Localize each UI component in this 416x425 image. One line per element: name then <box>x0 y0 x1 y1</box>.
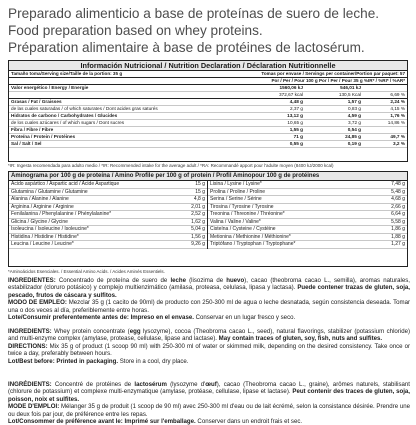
nutrition-title: Información Nutricional / Nutrition Declaration / Déclaration Nutritionnelle <box>9 61 407 71</box>
value-per-100g: 4,48 g <box>289 98 303 104</box>
amino-label: Glicina / Glycine / Glycine <box>11 218 68 225</box>
directions-en-heading: DIRECTIONS: <box>8 342 48 350</box>
amino-row <box>208 204 407 212</box>
amino-value: 15 g <box>195 181 205 187</box>
amino-value: 5,04 g <box>191 226 205 233</box>
amino-label: Metionina / Methionine / Méthionine* <box>210 233 291 240</box>
servings-per-container: Tomas por envase / Servings per container/Portion par paquet: 57 <box>261 71 405 76</box>
ingredients-en-heading: INGREDIENTS: <box>8 328 52 335</box>
value-per-100g: 1,55 g <box>289 127 303 133</box>
value-ri-percent <box>361 85 405 91</box>
amino-footnote: *Aminoácidos Esenciales. / Essential Amino Acids. / Acides Aminés Essentiels. <box>8 269 165 274</box>
nutrient-label <box>11 92 259 98</box>
traces-en: May contain traces of gluten, soy, fish, nuts and sulfites. <box>218 335 383 343</box>
storage-en: Store in a cool, dry place. <box>118 357 189 365</box>
lot-en: Lot/Best before: Printed in packaging. <box>8 357 119 365</box>
nutrient-label: Fibra / Fibre / Fibre <box>11 127 54 133</box>
directions-es-heading: MODO DE EMPLEO: <box>8 299 67 307</box>
amino-value: 6,64 g <box>391 211 405 218</box>
value-per-serving: 546,01 kJ <box>340 84 361 90</box>
ingredients-es <box>8 277 410 321</box>
value-ri-percent: 3,2 % <box>393 141 405 147</box>
amino-row <box>9 181 207 189</box>
ingredients-es-heading: INGREDIENTES: <box>8 277 56 284</box>
traces-es: Puede contener trazas de gluten, soja, pescado, frutos de cáscara y sulfitos. <box>8 284 411 299</box>
value-per-100g: 2,37 g <box>289 105 303 111</box>
nutrition-row <box>9 99 407 106</box>
nutrition-column-header <box>9 78 407 85</box>
amino-value: 1,27 g <box>391 241 405 248</box>
amino-value: 2,66 g <box>391 203 405 210</box>
amino-row <box>9 211 207 219</box>
amino-value: 7,48 g <box>391 181 405 187</box>
amino-column-right <box>208 181 407 249</box>
nutrition-row <box>9 120 407 127</box>
amino-row <box>208 219 407 227</box>
amino-label: Ácido aspártico / Aspartic acid / Acide Aspartique <box>11 181 120 187</box>
value-per-serving: 1,57 g <box>347 98 361 104</box>
amino-label: Valina / Valine / Valine* <box>210 218 261 225</box>
allergen-whey-fr: lactosérum <box>134 381 167 388</box>
nutrition-row <box>9 127 407 134</box>
amino-label: Leucina / Leucine / Leucine* <box>11 241 74 248</box>
nutrition-row <box>9 85 407 92</box>
amino-value: 1,56 g <box>191 233 205 240</box>
amino-label: Histidina / Histidine / Histidine* <box>11 233 79 240</box>
column-header-text: Por / Per / Pour 100 g Por / Per / Pour 35 g %IR* / %RI* / %AR* <box>271 77 405 83</box>
amino-value: 4,8 g <box>193 196 205 203</box>
description-es: Preparado alimenticio a base de proteínas de suero de leche. <box>8 6 380 21</box>
value-ri-percent: 1,76 % <box>390 112 405 118</box>
value-ri-percent: 6,69 % <box>390 91 405 97</box>
amino-label: Isoleucina / Isoleucine / Isoleucine* <box>11 226 89 233</box>
value-per-100g: 372,67 kcal <box>279 91 303 97</box>
value-ri-percent: 49,7 % <box>390 134 405 140</box>
amino-profile-table <box>8 171 408 267</box>
allergen-egg-en: egg <box>129 328 141 335</box>
amino-value: 2,01 g <box>191 203 205 210</box>
allergen-egg-fr: œuf <box>205 381 217 388</box>
nutrition-portion-info <box>9 71 407 78</box>
directions-es-text: Mezclar 35 g (1 cacito de 90ml) de producto con 250-300 ml de agua o leche desnatada, según consistencia deseada. Tomar una o dos veces al día, preferiblemente entre horas. <box>8 299 410 314</box>
value-per-serving: 3,72 g <box>347 120 361 126</box>
nutrient-label: Hidratos de carbono / Carbohydrates / Glucides <box>11 112 118 118</box>
value-ri-percent: 2,24 % <box>390 98 405 104</box>
directions-fr-heading: MODE D'EMPLOI: <box>8 403 60 411</box>
amino-value: 1,88 g <box>391 233 405 240</box>
amino-label: Serina / Serine / Sérine <box>210 196 262 203</box>
value-per-100g: 10,65 g <box>287 120 303 126</box>
amino-row <box>208 241 407 249</box>
amino-label: Glutamina / Glutamine / Glutamine <box>11 188 88 195</box>
nutrient-label: Valor energético / Energy / Energie <box>11 84 89 90</box>
amino-value: 1,62 g <box>191 218 205 225</box>
ingredients-en <box>8 328 410 365</box>
amino-row <box>208 189 407 197</box>
amino-row <box>9 234 207 242</box>
amino-row <box>208 226 407 234</box>
amino-value: 9,26 g <box>191 241 205 248</box>
nutrition-row <box>9 106 407 113</box>
traces-fr: Peut contenir des traces de gluten, soja, poisson, noix et sulfites. <box>8 388 410 403</box>
ingredients-es-text-c: (lisozima de <box>186 277 227 284</box>
allergen-milk: leche <box>170 277 187 284</box>
amino-value: 5,48 g <box>391 188 405 195</box>
nutrition-footnote: *IR: Ingesta recomendada para adulto medio / *IR: Recommended intake for the average adult / *RA: Recommandé apport pour l'adulte moyen (8400 kJ/2000 kcal) <box>8 163 334 168</box>
nutrition-row <box>9 141 407 148</box>
directions-en-text: Mix 35 g of product (1 scoop 90 ml) with 250-300 ml of water or skimmed milk, depending on the desired consistency. Take once or twice a day, preferably between hours. <box>8 342 410 358</box>
ingredients-fr-heading: INGRÉDIENTS: <box>8 381 52 388</box>
amino-label: Alanina / Alanine / Alanine <box>11 196 69 203</box>
value-per-serving: 130,5 Kcal <box>338 91 361 97</box>
amino-row <box>208 196 407 204</box>
ingredients-fr-text-a: Concentré de protéines de <box>51 381 135 388</box>
lot-es: Lote/Consumir preferentemente antes de: Impreso en el envase. <box>8 314 194 322</box>
value-per-100g: 71 g <box>293 134 303 140</box>
directions-fr-text: Mélanger 35 g de produit (1 scoop de 90 ml) avec 250-300 ml d'eau ou de lait écrémé, selon la consistance désirée. Prendre une ou deux fois par jour, de préférence entre les repas. <box>8 403 410 418</box>
amino-row <box>208 211 407 219</box>
allergen-egg: huevo <box>226 277 245 284</box>
amino-label: Prolina / Proline / Proline <box>210 188 266 195</box>
lot-fr: Lot/Consommer de préférence avant le: Imprimé sur l'emballage. <box>8 418 196 425</box>
value-per-100g: 13,12 g <box>287 112 303 118</box>
nutrient-label: de los cuales azúcares / of which sugars / Dont sucres <box>11 120 125 126</box>
nutrition-table <box>8 60 408 162</box>
serving-size: Tamaño toma/Serving size/Taille de la portion: 35 g <box>11 71 123 76</box>
nutrition-rows <box>9 85 407 149</box>
amino-columns <box>9 181 407 249</box>
amino-row <box>9 189 207 197</box>
ingredients-fr-text-e: ), cacao (Theobroma cacao L., graine), arômes naturels, stabilisant (chlorure de potassium) et complexe multi-enzymatique (amylase, protéase, cellulase, lipase et lactase). <box>8 381 410 396</box>
amino-row <box>9 241 207 249</box>
value-ri-percent <box>361 127 405 133</box>
ingredients-es-text-a: Concentrado de proteína de suero de <box>55 277 171 284</box>
product-description <box>8 5 412 56</box>
nutrient-label: Grasas / Fat / Graisses <box>11 98 62 104</box>
amino-row <box>9 219 207 227</box>
value-ri-percent: 4,15 % <box>390 105 405 111</box>
amino-label: Cisteína / Cysteine / Cystéine <box>210 226 276 233</box>
nutrition-row <box>9 92 407 99</box>
ingredients-en-text-a: Whey protein concentrate ( <box>51 328 130 335</box>
amino-label: Arginina / Arginine / Arginine <box>11 203 74 210</box>
amino-row <box>9 196 207 204</box>
value-per-100g: 1560,06 kJ <box>279 84 303 90</box>
value-per-serving: 0,19 g <box>347 141 361 147</box>
amino-row <box>208 181 407 189</box>
ingredients-en-text-c: lysozyme), cocoa (Theobroma cacao L., seed), natural flavorings, stabilizer (potassium chloride) and multi-enzyme complex (amylase, protease, cellulase, lipase and lactase). <box>8 328 410 343</box>
amino-label: Lisina / Lysine / Lysine* <box>210 181 262 187</box>
value-per-serving: 0,83 g <box>347 105 361 111</box>
storage-fr: Conserver dans un endroit frais et sec. <box>195 418 303 425</box>
amino-label: Triptófano / Tryptophan / Tryptophane* <box>210 241 296 248</box>
amino-column-left <box>9 181 208 249</box>
amino-label: Tirosina / Tyrosine / Tyrosine <box>210 203 274 210</box>
nutrient-label: Sal / Salt / Sel <box>11 141 42 147</box>
amino-row <box>9 226 207 234</box>
ingredients-es-text-e: ), cacao (theobroma cacao L., semilla), aromas naturales, estabilizador (cloruro potásico) y complejo multienzimático (amilasa, proteasa, celulasa, lipasa y lactasa). <box>8 277 410 292</box>
amino-value: 15 g <box>195 188 205 195</box>
amino-value: 4,68 g <box>391 196 405 203</box>
amino-row <box>208 234 407 242</box>
value-per-100g: 0,55 g <box>289 141 303 147</box>
amino-label: Fenilalanina / Phenylalanine / Phénylalanine* <box>11 211 112 218</box>
description-en: Food preparation based on whey proteins. <box>8 23 263 38</box>
amino-label: Treonina / Threonine / Thréonine* <box>210 211 285 218</box>
nutrient-label: de las cuales saturadas / of which saturates / Dont acides gras saturés <box>11 105 158 111</box>
ingredients-fr-text-c: (lysozyme d' <box>166 381 206 388</box>
storage-es: Conservar en un lugar fresco y seco. <box>193 314 296 322</box>
nutrition-row <box>9 113 407 120</box>
value-ri-percent: 14,86 % <box>387 120 405 126</box>
value-per-serving: 4,59 g <box>347 112 361 118</box>
nutrition-row <box>9 134 407 141</box>
value-per-serving: 0,54 g <box>347 127 361 133</box>
value-per-serving: 24,85 g <box>345 134 361 140</box>
amino-value: 2,52 g <box>191 211 205 218</box>
ingredients-fr <box>8 381 410 425</box>
nutrient-label: Proteína / Protein / Protéines <box>11 134 76 140</box>
amino-value: 5,58 g <box>391 218 405 225</box>
description-fr: Préparation alimentaire à base de protéines de lactosérum. <box>8 40 365 55</box>
amino-title: Aminograma por 100 g de proteína / Amino Profile per 100 g of protein / Profil Aminopour 100 g de protéines <box>9 172 407 181</box>
amino-value: 1,86 g <box>391 226 405 233</box>
amino-row <box>9 204 207 212</box>
